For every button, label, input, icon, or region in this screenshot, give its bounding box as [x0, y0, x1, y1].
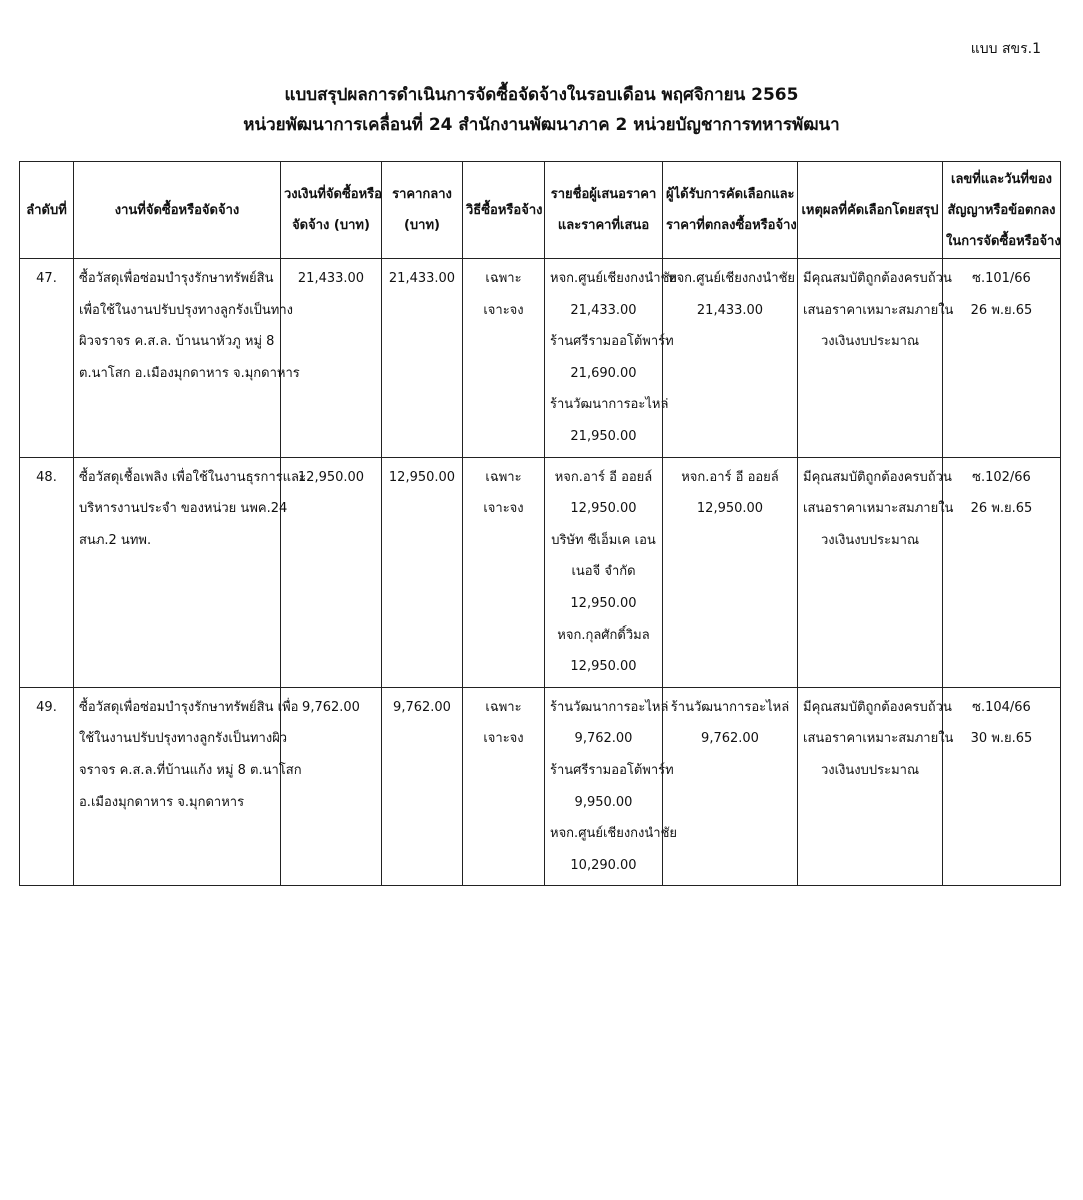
cell-line: วงเงินงบประมาณ	[820, 762, 920, 778]
cell-line: (บาท)	[403, 218, 440, 233]
cell-line: ร้านศรีรามออโต้พาร์ท	[550, 762, 674, 778]
header-no	[20, 162, 74, 259]
cell-line: หจก.อาร์ อี ออยล์	[554, 469, 653, 485]
row-method: เฉพาะเจาะจง	[463, 687, 545, 886]
row-contract	[943, 687, 1061, 886]
cell-line: ผิวจราจร ค.ส.ล. บ้านนาหัวภู หมู่ 8	[79, 334, 275, 350]
cell-line: วงเงินที่จัดซื้อหรือ	[284, 187, 382, 202]
row-reason	[798, 687, 954, 886]
cell-line: หจก.อาร์ อี ออยล์	[681, 469, 779, 485]
cell-line: ซื้อวัสดุเพื่อซ่อมบำรุงรักษาทรัพย์สิน	[79, 271, 274, 286]
cell-line: วิธีซื้อหรือจ้าง	[466, 202, 543, 218]
cell-line: อ.เมืองมุกดาหาร จ.มุกดาหาร	[79, 794, 245, 810]
table-row	[20, 259, 1061, 458]
row-no: 49.	[20, 687, 74, 886]
cell-line: วงเงินงบประมาณ	[820, 334, 920, 350]
header-winner	[663, 162, 798, 259]
cell-line: 9,762.00	[701, 731, 759, 747]
row-no: 47.	[20, 259, 74, 458]
cell-line: บริหารงานประจำ ของหน่วย นพค.24	[79, 501, 288, 517]
cell-line: บริษัท ซีเอ็มเค เอน	[551, 532, 656, 548]
cell-line: ซื้อวัสดุเชื้อเพลิง เพื่อใช้ในงานธุรการและ	[79, 469, 306, 485]
row-bidders	[545, 457, 663, 687]
row-winner	[663, 687, 798, 886]
cell-line: ซ.104/66	[972, 699, 1031, 715]
cell-line: 12,950.00	[696, 501, 764, 517]
cell-line: ราคาที่ตกลงซื้อหรือจ้าง	[666, 218, 797, 233]
row-bidders	[545, 687, 678, 886]
table-row	[20, 687, 1061, 886]
row-work	[74, 687, 302, 886]
cell-line: 9,950.00	[574, 794, 633, 810]
header-method	[463, 162, 545, 259]
row-reason	[798, 457, 954, 687]
cell-line: 12,950.00	[570, 501, 637, 517]
cell-line: ร้านศรีรามออโต้พาร์ท	[550, 334, 674, 350]
cell-line: 10,290.00	[570, 857, 637, 873]
cell-line: ลำดับที่	[26, 202, 67, 218]
cell-line: 26 พ.ย.65	[970, 302, 1033, 318]
cell-line: 26 พ.ย.65	[970, 501, 1033, 517]
cell-line: เพื่อใช้ในงานปรับปรุงทางลูกรังเป็นทาง	[79, 302, 294, 318]
cell-line: ต.นาโสก อ.เมืองมุกดาหาร จ.มุกดาหาร	[79, 365, 300, 381]
cell-line: มีคุณสมบัติถูกต้องครบถ้วน	[803, 271, 952, 286]
cell-line: ใช้ในงานปรับปรุงทางลูกรังเป็นทางผิว	[79, 731, 288, 747]
row-method: เฉพาะเจาะจง	[463, 259, 545, 458]
header-row	[20, 162, 1061, 259]
cell-line: จราจร ค.ส.ล.ที่บ้านแก้ง หมู่ 8 ต.นาโสก	[79, 762, 302, 778]
row-winner	[663, 259, 798, 458]
row-reason	[798, 259, 954, 458]
cell-line: ร้านวัฒนาการอะไหล่	[670, 699, 790, 715]
cell-line: ผู้ได้รับการคัดเลือกและ	[666, 187, 795, 202]
cell-line: หจก.ศูนย์เชียงกงนำชัย	[550, 826, 678, 842]
cell-line: ในการจัดซื้อหรือจ้าง	[946, 233, 1061, 249]
cell-line: 9,762.00	[574, 731, 633, 747]
cell-line: ราคากลาง	[392, 187, 452, 202]
cell-line: 12,950.00	[570, 659, 637, 675]
cell-line: เนอจี จำกัด	[571, 564, 636, 580]
cell-line: เสนอราคาเหมาะสมภายใน	[803, 302, 954, 318]
cell-line: มีคุณสมบัติถูกต้องครบถ้วน	[803, 469, 952, 485]
cell-line: เลขที่และวันที่ของ	[951, 171, 1052, 187]
cell-line: ซื้อวัสดุเพื่อซ่อมบำรุงรักษาทรัพย์สิน เพื่อ	[79, 699, 299, 715]
cell-line: หจก.กุลศักดิ์วิมล	[557, 627, 650, 643]
row-budget: 12,950.00	[281, 457, 382, 687]
row-work	[74, 259, 300, 458]
title-line-2: หน่วยพัฒนาการเคลื่อนที่ 24 สำนักงานพัฒนาภาค 2 หน่วยบัญชาการทหารพัฒนา	[243, 115, 840, 135]
document-title	[0, 80, 1083, 140]
table-row	[20, 457, 1061, 687]
header-work	[74, 162, 281, 259]
row-method: เฉพาะเจาะจง	[463, 457, 545, 687]
header-bidders	[545, 162, 663, 259]
cell-line: เสนอราคาเหมาะสมภายใน	[803, 501, 954, 517]
cell-line: ซ.101/66	[972, 271, 1031, 286]
title-line-1: แบบสรุปผลการดำเนินการจัดซื้อจัดจ้างในรอบเดือน พฤศจิกายน 2565	[284, 85, 799, 105]
cell-line: ซ.102/66	[972, 469, 1031, 485]
row-budget: 21,433.00	[281, 259, 382, 458]
row-no: 48.	[20, 457, 74, 687]
cell-line: หจก.ศูนย์เชียงกงนำชัย	[668, 271, 796, 286]
form-code: แบบ สขร.1	[970, 41, 1041, 57]
cell-line: 21,433.00	[696, 302, 764, 318]
cell-line: สัญญาหรือข้อตกลง	[947, 202, 1056, 218]
row-work	[74, 457, 306, 687]
row-median-price: 9,762.00	[382, 687, 463, 886]
header-contract	[943, 162, 1061, 259]
cell-line: 21,950.00	[570, 428, 637, 444]
cell-line: รายชื่อผู้เสนอราคา	[550, 187, 657, 202]
row-winner	[663, 457, 798, 687]
row-contract	[943, 259, 1061, 458]
row-contract	[943, 457, 1061, 687]
cell-line: จัดจ้าง (บาท)	[292, 218, 370, 233]
row-budget: 9,762.00	[281, 687, 382, 886]
row-median-price: 21,433.00	[382, 259, 463, 458]
cell-line: 21,690.00	[570, 365, 637, 381]
cell-line: ร้านวัฒนาการอะไหล่	[550, 699, 669, 715]
cell-line: 30 พ.ย.65	[970, 731, 1033, 747]
cell-line: วงเงินงบประมาณ	[820, 532, 920, 548]
header-median-price	[382, 162, 463, 259]
header-reason	[798, 162, 943, 259]
cell-line: 21,433.00	[570, 302, 637, 318]
cell-line: 12,950.00	[570, 595, 637, 611]
cell-line: และราคาที่เสนอ	[557, 218, 650, 233]
header-budget	[281, 162, 382, 259]
cell-line: เสนอราคาเหมาะสมภายใน	[803, 731, 954, 747]
cell-line: สนภ.2 นทพ.	[79, 532, 152, 548]
cell-line: หจก.ศูนย์เชียงกงนำชัย	[550, 271, 678, 286]
cell-line: เหตุผลที่คัดเลือกโดยสรุป	[801, 202, 939, 218]
procurement-summary-table	[19, 161, 1061, 886]
row-median-price: 12,950.00	[382, 457, 463, 687]
row-bidders	[545, 259, 678, 458]
cell-line: งานที่จัดซื้อหรือจัดจ้าง	[114, 202, 240, 218]
cell-line: ร้านวัฒนาการอะไหล่	[550, 397, 669, 413]
cell-line: มีคุณสมบัติถูกต้องครบถ้วน	[803, 699, 952, 715]
